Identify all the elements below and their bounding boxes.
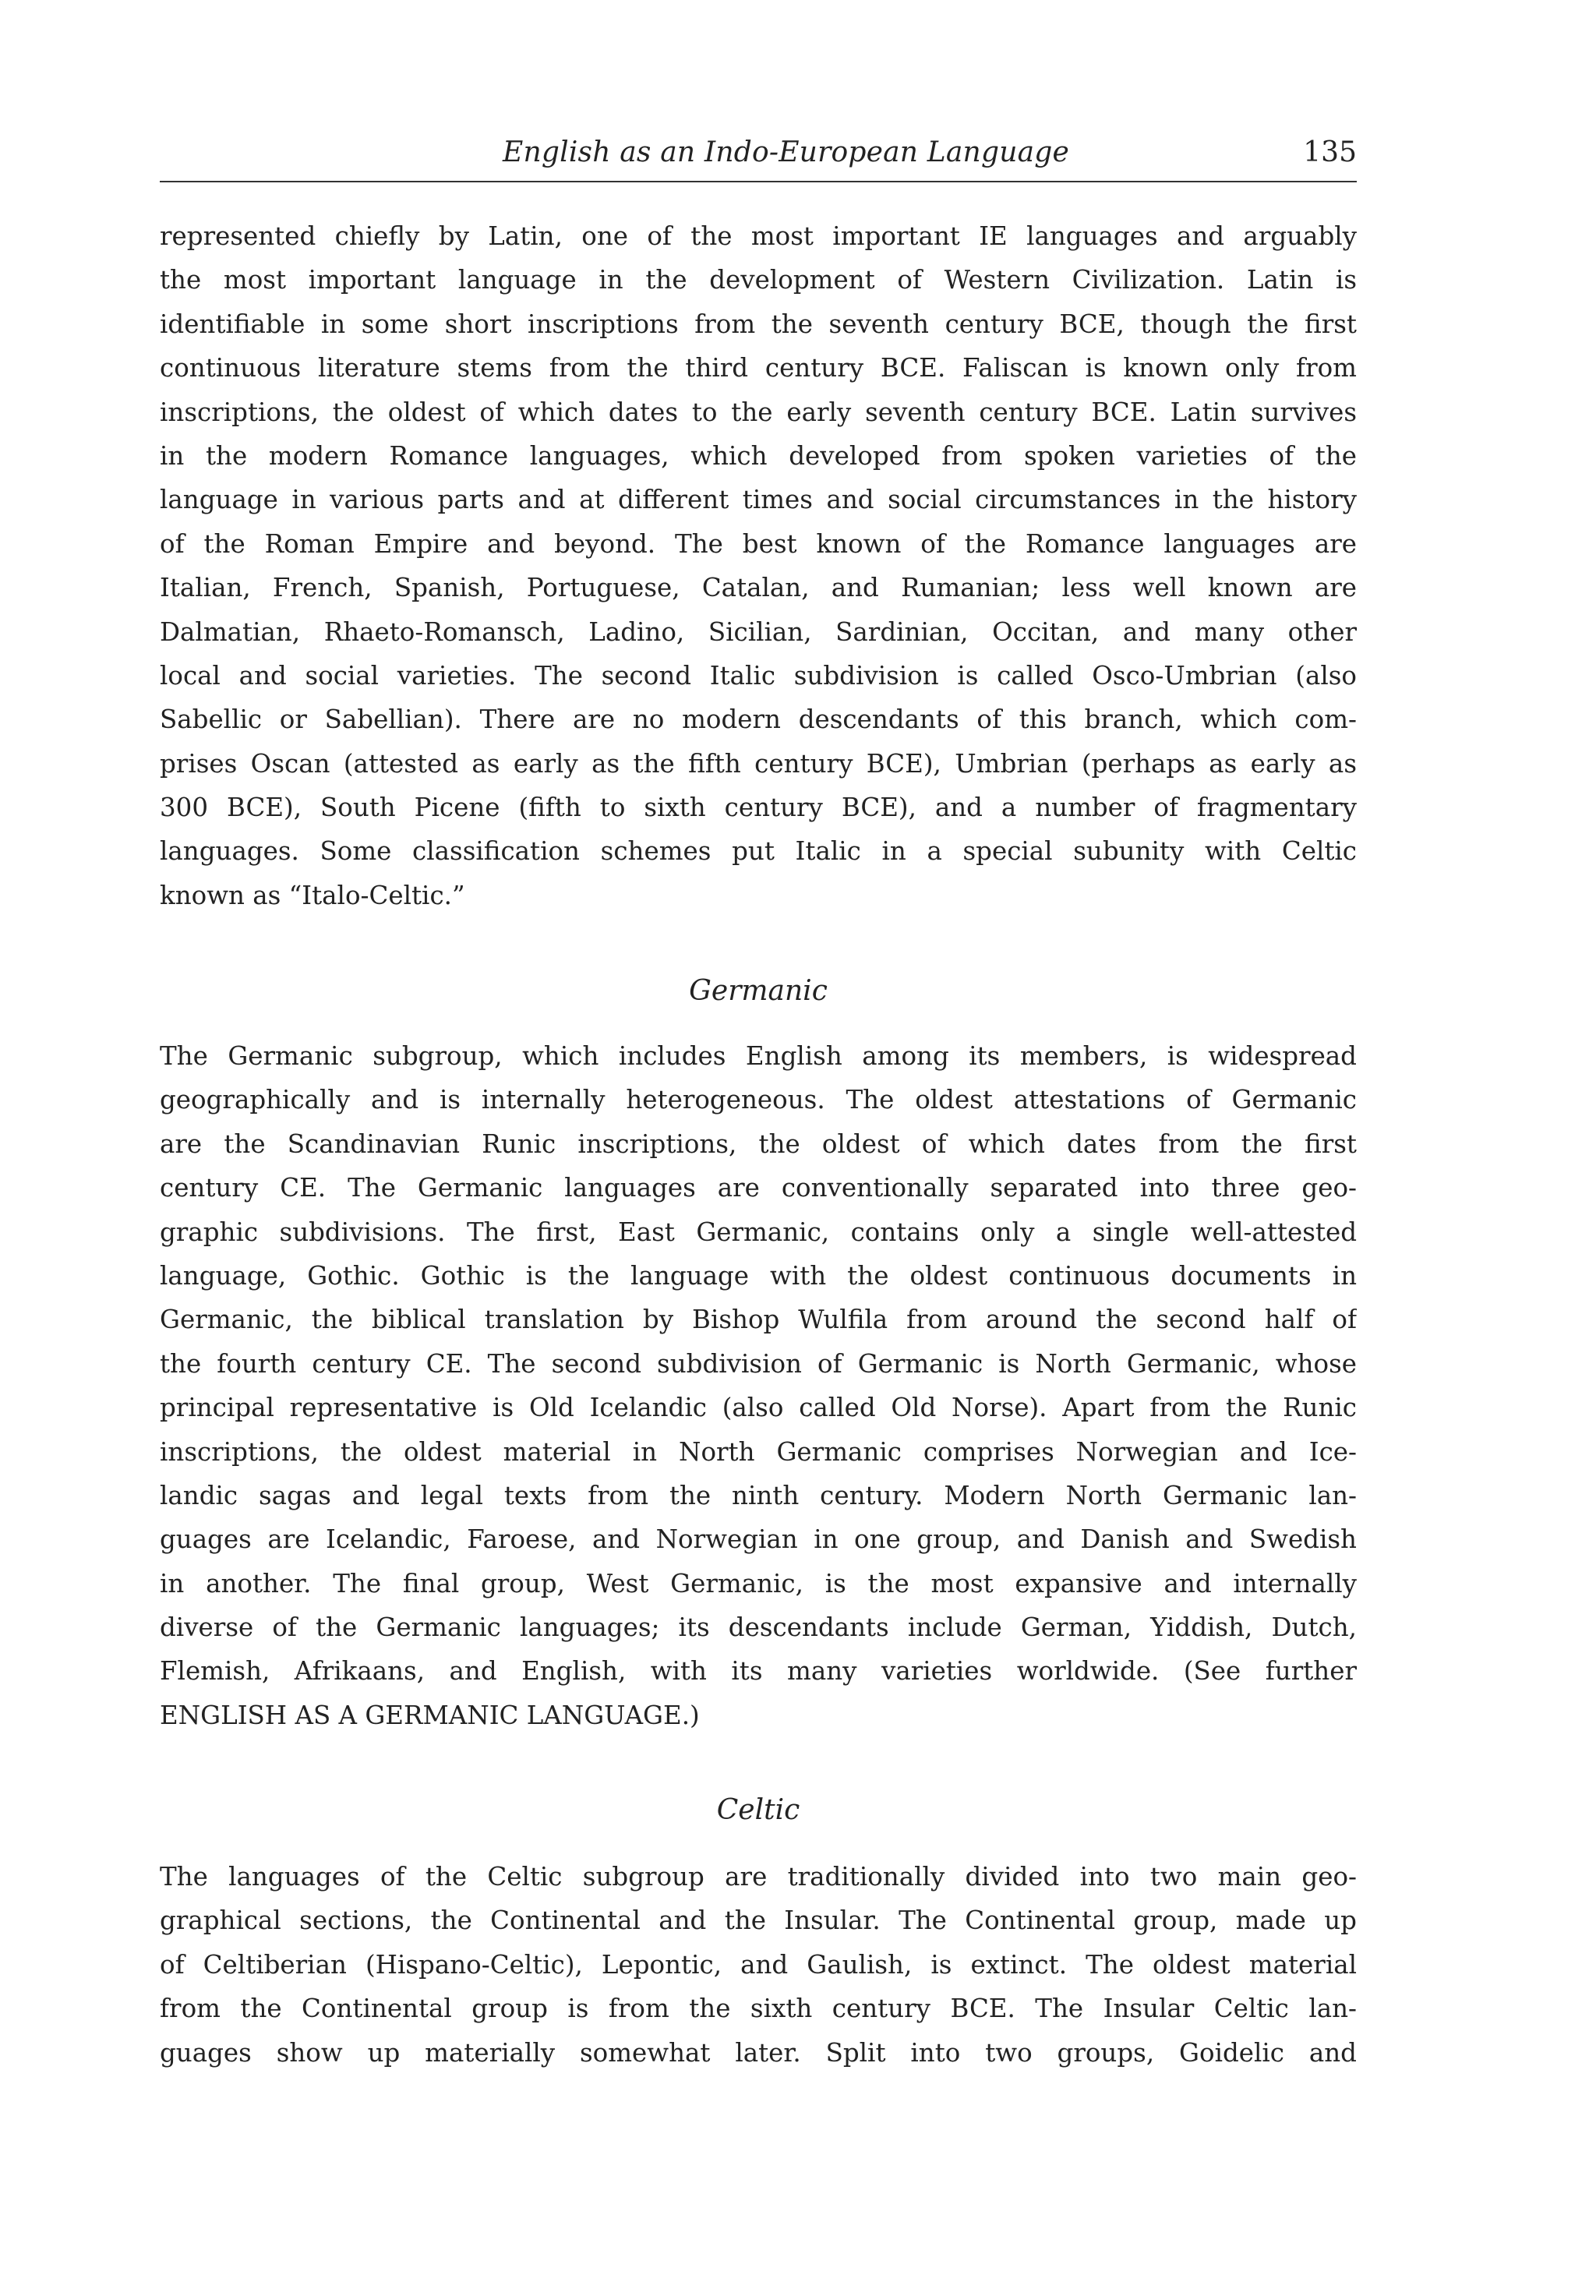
text-line: prises Oscan (attested as early as the fifth century BCE), Umbrian (perhaps as early as <box>160 748 1357 779</box>
text-line: in the modern Romance languages, which developed from spoken varieties of the <box>160 440 1357 471</box>
running-title: English as an Indo-European Language <box>503 136 1069 168</box>
page-number: 135 <box>1303 136 1357 168</box>
text-line: the fourth century CE. The second subdivision of Germanic is North Germanic, whose <box>160 1348 1357 1379</box>
text-line: guages show up materially somewhat later. Split into two groups, Goidelic and <box>160 2037 1357 2068</box>
paragraph-italic-continuation <box>160 214 1357 917</box>
text-line: Germanic, the biblical translation by Bishop Wulfila from around the second half of <box>160 1305 1357 1335</box>
text-line: graphic subdivisions. The first, East Germanic, contains only a single well-attested <box>160 1217 1357 1247</box>
text-line: known as “Italo-Celtic.” <box>160 880 465 910</box>
text-line: 300 BCE), South Picene (fifth to sixth century BCE), and a number of fragmentary <box>160 793 1357 823</box>
text-line: geographically and is internally heterogeneous. The oldest attestations of Germanic <box>160 1085 1357 1115</box>
text-line: in another. The final group, West Germanic, is the most expansive and internally <box>160 1568 1357 1598</box>
text-line: the most important language in the development of Western Civilization. Latin is <box>160 265 1357 295</box>
paragraph-germanic <box>160 1034 1357 1737</box>
text-line: of the Roman Empire and beyond. The best known of the Romance languages are <box>160 528 1357 559</box>
text-line: from the Continental group is from the sixth century BCE. The Insular Celtic lan- <box>160 1994 1357 2024</box>
text-line: identifiable in some short inscriptions from the seventh century BCE, though the first <box>160 309 1357 339</box>
text-line: century CE. The Germanic languages are conventionally separated into three geo- <box>160 1173 1357 1203</box>
text-line: The Germanic subgroup, which includes English among its members, is widespread <box>160 1041 1357 1071</box>
text-line: principal representative is Old Icelandic (also called Old Norse). Apart from the Runic <box>160 1393 1357 1423</box>
text-line: are the Scandinavian Runic inscriptions, the oldest of which dates from the first <box>160 1129 1357 1159</box>
text-line: landic sagas and legal texts from the ninth century. Modern North Germanic lan- <box>160 1480 1357 1510</box>
text-line: Italian, French, Spanish, Portuguese, Catalan, and Rumanian; less well known are <box>160 573 1357 603</box>
text-line: represented chiefly by Latin, one of the most important IE languages and arguably <box>160 221 1357 251</box>
section-heading-celtic: Celtic <box>716 1794 800 1826</box>
text-line: local and social varieties. The second Italic subdivision is called Osco-Umbrian (also <box>160 660 1357 691</box>
text-line: language in various parts and at different times and social circumstances in the history <box>160 485 1357 515</box>
text-line: The languages of the Celtic subgroup are traditionally divided into two main geo- <box>160 1862 1357 1892</box>
text-line: continuous literature stems from the third century BCE. Faliscan is known only from <box>160 353 1357 383</box>
text-line: inscriptions, the oldest material in North Germanic comprises Norwegian and Ice- <box>160 1436 1357 1467</box>
text-line: languages. Some classification schemes put Italic in a special subunity with Celtic <box>160 836 1357 867</box>
text-line: inscriptions, the oldest of which dates to the early seventh century BCE. Latin survives <box>160 397 1357 427</box>
text-line: Dalmatian, Rhaeto-Romansch, Ladino, Sicilian, Sardinian, Occitan, and many other <box>160 616 1357 647</box>
section-heading-germanic: Germanic <box>689 975 828 1007</box>
text-line: guages are Icelandic, Faroese, and Norwegian in one group, and Danish and Swedish <box>160 1524 1357 1555</box>
text-line: of Celtiberian (Hispano-Celtic), Lepontic, and Gaulish, is extinct. The oldest material <box>160 1949 1357 1980</box>
text-line: diverse of the Germanic languages; its descendants include German, Yiddish, Dutch, <box>160 1612 1357 1643</box>
text-line: Sabellic or Sabellian). There are no modern descendants of this branch, which com- <box>160 705 1357 735</box>
book-page <box>160 0 1357 2296</box>
text-line: Flemish, Afrikaans, and English, with its many varieties worldwide. (See further <box>160 1656 1357 1687</box>
paragraph-celtic <box>160 1855 1357 2075</box>
text-line: graphical sections, the Continental and the Insular. The Continental group, made up <box>160 1906 1357 1936</box>
text-line: language, Gothic. Gothic is the language with the oldest continuous documents in <box>160 1260 1357 1291</box>
text-line: ENGLISH AS A GERMANIC LANGUAGE.) <box>160 1700 700 1730</box>
running-header <box>160 131 1357 182</box>
